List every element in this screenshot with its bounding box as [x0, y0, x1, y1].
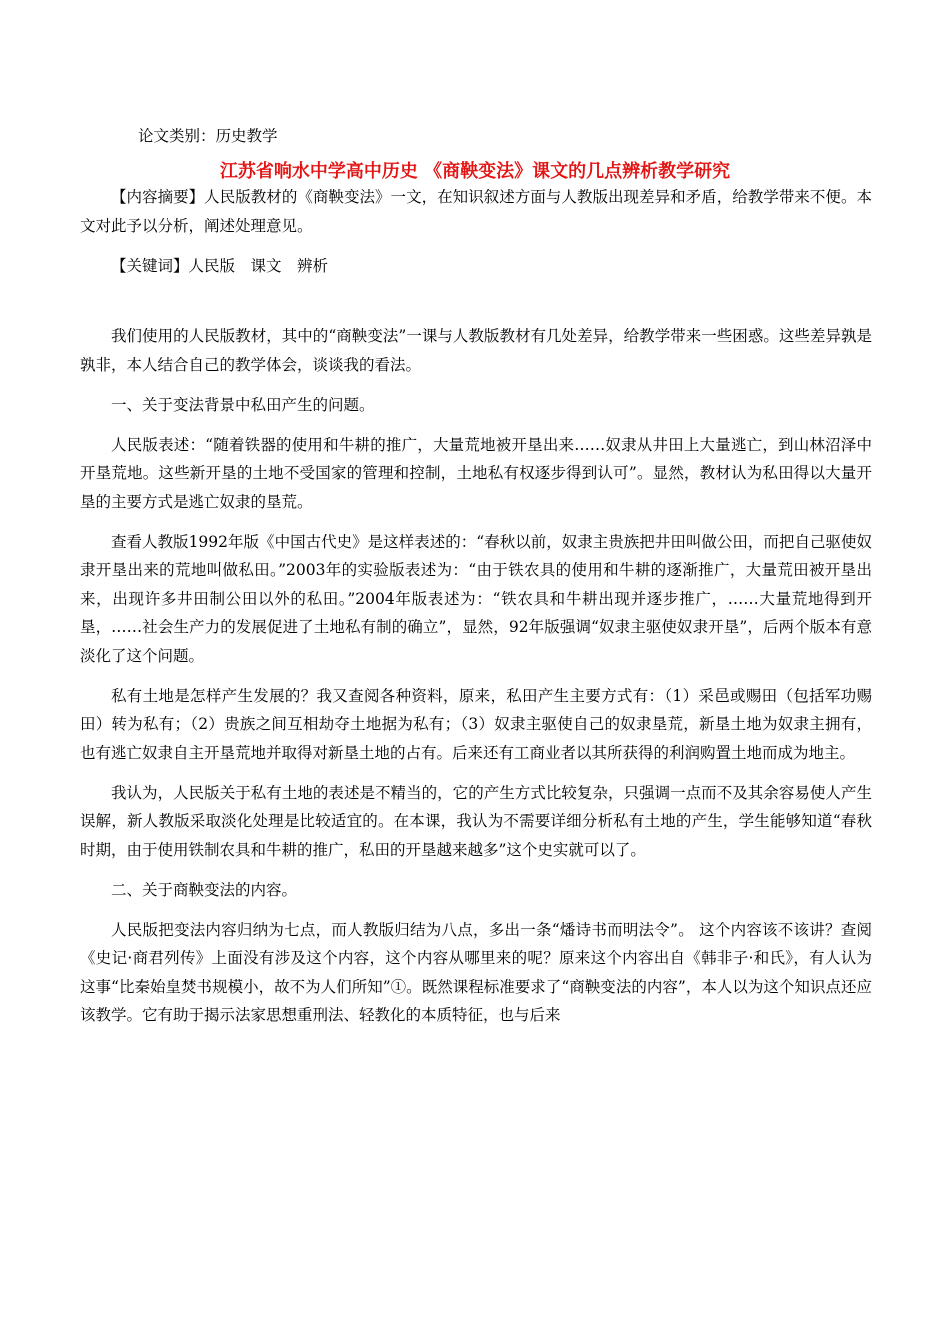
- body-paragraph: 私有土地是怎样产生发展的？我又查阅各种资料，原来，私田产生主要方式有：（1）采邑或赐田（包括军功赐田）转为私有；（2）贵族之间互相劫夺土地据为私有；（3）奴隶主驱使自己的奴隶垦荒，新垦土地为奴隶主拥有，也有逃亡奴隶自主开垦荒地并取得对新垦土地的占有。后来还有工商业者以其所获得的利润购置土地而成为地主。: [80, 686, 872, 762]
- body-paragraph: 人民版表述：“随着铁器的使用和牛耕的推广，大量荒地被开垦出来……奴隶从井田上大量逃亡，到山林沼泽中开垦荒地。这些新开垦的土地不受国家的管理和控制，土地私有权逐步得到认可”。显然，教材认为私田得以大量开垦的主要方式是逃亡奴隶的垦荒。: [80, 435, 872, 511]
- paper-body: [80, 183, 872, 1041]
- body-paragraph: 人民版把变法内容归纳为七点，而人教版归结为八点，多出一条“燔诗书而明法令”。 这个内容该不该讲？查阅《史记·商君列传》上面没有涉及这个内容，这个内容从哪里来的呢？原来这个内容出自《韩非子·和氏》，有人认为这事“比秦始皇焚书规模小，故不为人们所知”①。既然课程标准要求了“商鞅变法的内容”，本人以为这个知识点还应该教学。它有助于揭示法家思想重刑法、轻教化的本质特征，也与后来: [80, 920, 872, 1024]
- paper-category: 论文类别：历史教学: [138, 127, 278, 145]
- section-heading: 二、关于商鞅变法的内容。: [111, 880, 298, 899]
- keywords: 【关键词】人民版 课文 辨析: [111, 256, 329, 275]
- body-paragraph: 我认为，人民版关于私有土地的表述是不精当的，它的产生方式比较复杂，只强调一点而不及其余容易使人产生误解，新人教版采取淡化处理是比较适宜的。在本课，我认为不需要详细分析私有土地的产生，学生能够知道“春秋时期，由于使用铁制农具和牛耕的推广，私田的开垦越来越多”这个史实就可以了。: [80, 783, 872, 859]
- body-paragraph: 我们使用的人民版教材，其中的“商鞅变法”一课与人教版教材有几处差异，给教学带来一些困惑。这些差异孰是孰非，本人结合自己的教学体会，谈谈我的看法。: [80, 327, 872, 374]
- abstract: 【内容摘要】人民版教材的《商鞅变法》一文，在知识叙述方面与人教版出现差异和矛盾，给教学带来不便。本文对此予以分析，阐述处理意见。: [80, 188, 872, 235]
- section-heading: 一、关于变法背景中私田产生的问题。: [111, 395, 375, 414]
- body-paragraph: 查看人教版1992年版《中国古代史》是这样表述的：“春秋以前，奴隶主贵族把井田叫做公田，而把自己驱使奴隶开垦出来的荒地叫做私田。”2003年的实验版表述为：“由于铁农具的使用和牛耕的逐渐推广，大量荒田被开垦出来，出现许多井田制公田以外的私田。”2004年版表述为：“铁农具和牛耕出现并逐步推广，……大量荒地得到开垦，……社会生产力的发展促进了土地私有制的确立”，显然，92年版强调“奴隶主驱使奴隶开垦”，后两个版本有意淡化了这个问题。: [80, 532, 872, 665]
- paper-title: 江苏省响水中学高中历史 《商鞅变法》课文的几点辨析教学研究: [219, 161, 731, 182]
